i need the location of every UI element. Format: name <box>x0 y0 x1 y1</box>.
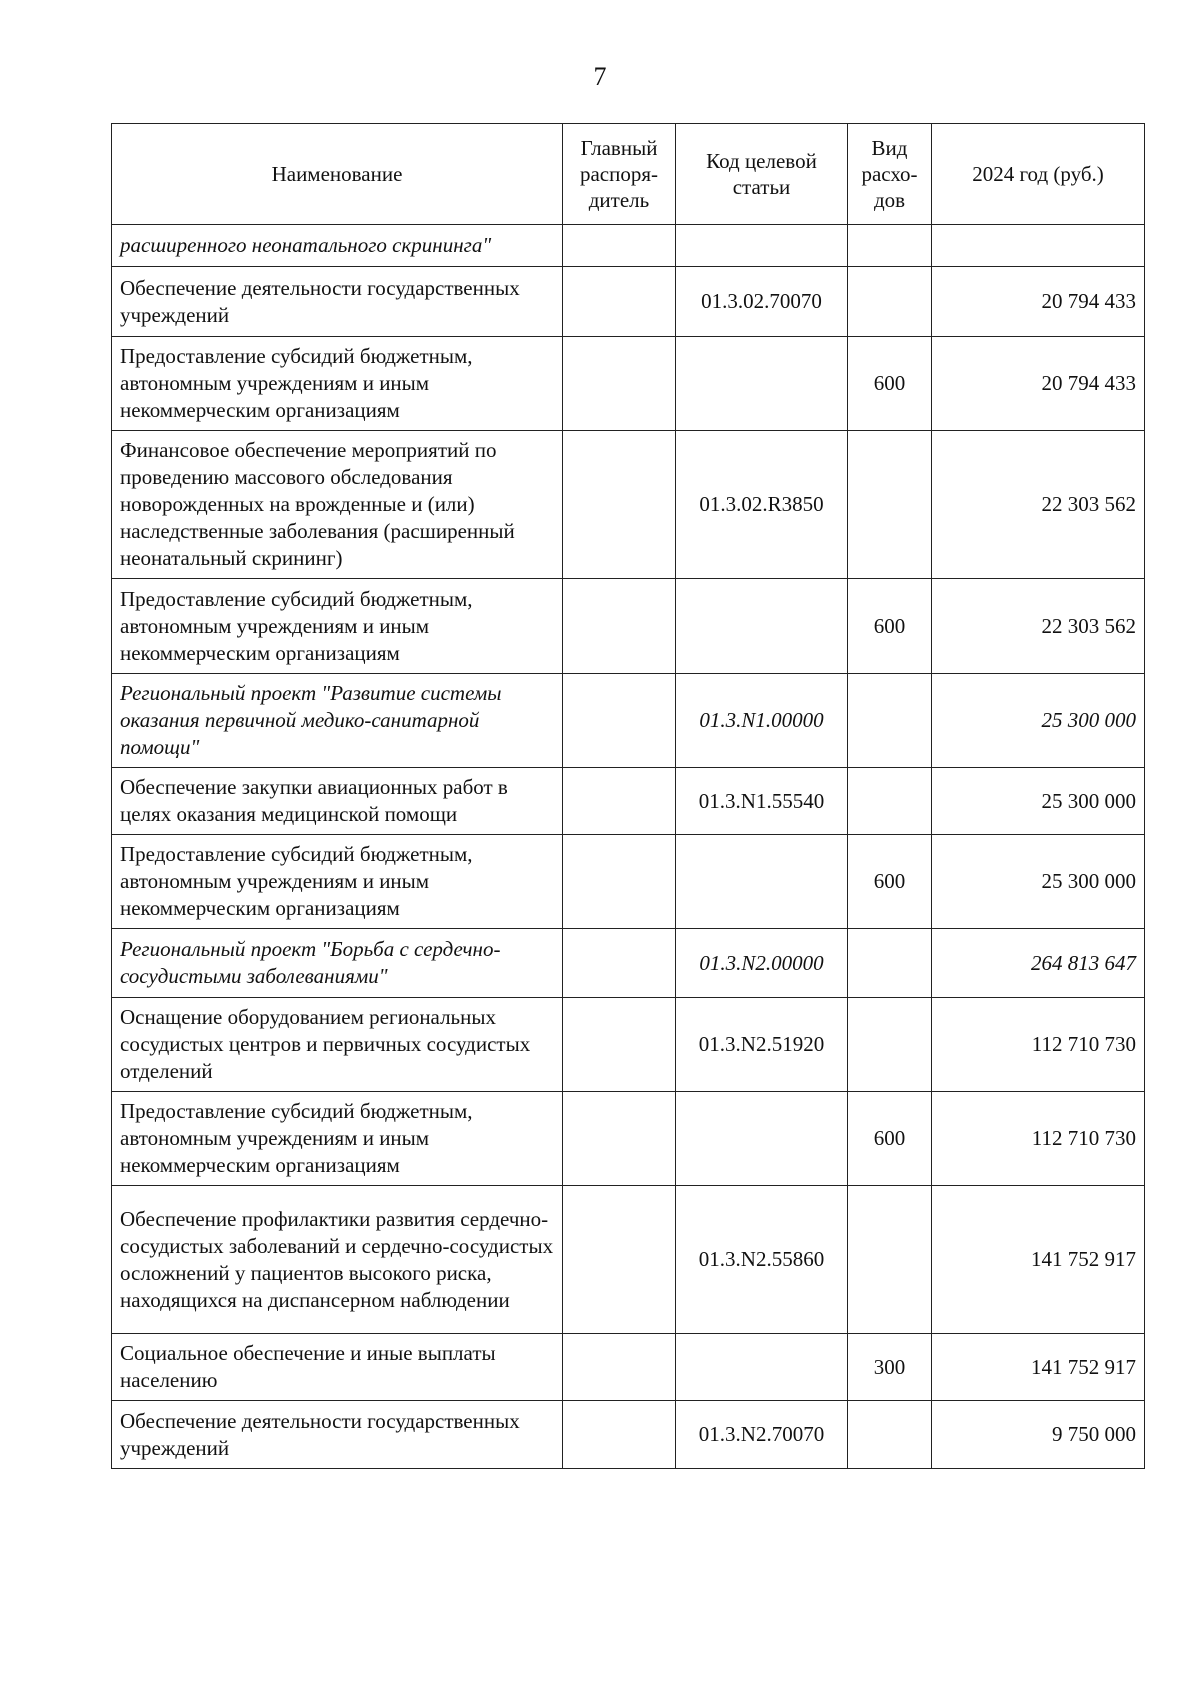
row-amount-cell: 112 710 730 <box>932 1092 1145 1186</box>
table-row <box>112 337 1145 431</box>
row-amount-cell: 141 752 917 <box>932 1186 1145 1334</box>
row-manager-cell <box>563 768 676 835</box>
header-code: Код целевой статьи <box>676 124 848 225</box>
row-name-cell: Социальное обеспечение и иные выплаты населению <box>112 1334 563 1401</box>
table-row <box>112 1334 1145 1401</box>
row-code-cell: 01.3.N1.55540 <box>676 768 848 835</box>
row-amount-cell: 25 300 000 <box>932 674 1145 768</box>
row-kind-cell <box>848 267 932 337</box>
row-name-cell: Предоставление субсидий бюджетным, автономным учреждениям и иным некоммерческим организациям <box>112 835 563 929</box>
row-amount-cell: 20 794 433 <box>932 337 1145 431</box>
budget-table <box>111 123 1145 1469</box>
row-code-cell: 01.3.N1.00000 <box>676 674 848 768</box>
row-code-cell: 01.3.N2.55860 <box>676 1186 848 1334</box>
row-manager-cell <box>563 579 676 674</box>
row-amount-cell: 25 300 000 <box>932 835 1145 929</box>
table-row <box>112 835 1145 929</box>
row-amount-cell: 22 303 562 <box>932 579 1145 674</box>
row-code-cell: 01.3.N2.00000 <box>676 929 848 998</box>
row-code-cell: 01.3.N2.70070 <box>676 1401 848 1469</box>
row-kind-cell: 300 <box>848 1334 932 1401</box>
header-amount: 2024 год (руб.) <box>932 124 1145 225</box>
row-code-cell <box>676 835 848 929</box>
table-row <box>112 1186 1145 1334</box>
row-kind-cell <box>848 431 932 579</box>
row-name-cell: Предоставление субсидий бюджетным, автономным учреждениям и иным некоммерческим организациям <box>112 337 563 431</box>
row-kind-cell <box>848 929 932 998</box>
row-code-cell <box>676 225 848 267</box>
header-kind: Вид расхо-дов <box>848 124 932 225</box>
row-kind-cell <box>848 674 932 768</box>
row-amount-cell <box>932 225 1145 267</box>
row-name-cell: Региональный проект "Развитие системы оказания первичной медико-санитарной помощи" <box>112 674 563 768</box>
header-name: Наименование <box>112 124 563 225</box>
table-body <box>112 225 1145 1469</box>
table-row <box>112 267 1145 337</box>
header-manager: Главный распоря-дитель <box>563 124 676 225</box>
row-kind-cell <box>848 1401 932 1469</box>
row-name-cell: Региональный проект "Борьба с сердечно-сосудистыми заболеваниями" <box>112 929 563 998</box>
row-manager-cell <box>563 1092 676 1186</box>
row-kind-cell: 600 <box>848 1092 932 1186</box>
table-row <box>112 431 1145 579</box>
table-row <box>112 579 1145 674</box>
row-amount-cell: 264 813 647 <box>932 929 1145 998</box>
table-row <box>112 1092 1145 1186</box>
table-row <box>112 998 1145 1092</box>
row-name-cell: Предоставление субсидий бюджетным, автономным учреждениям и иным некоммерческим организациям <box>112 1092 563 1186</box>
table-row <box>112 225 1145 267</box>
row-amount-cell: 22 303 562 <box>932 431 1145 579</box>
row-amount-cell: 141 752 917 <box>932 1334 1145 1401</box>
row-manager-cell <box>563 835 676 929</box>
row-code-cell <box>676 1092 848 1186</box>
row-kind-cell: 600 <box>848 337 932 431</box>
row-name-cell: Обеспечение профилактики развития сердечно-сосудистых заболеваний и сердечно-сосудистых осложнений у пациентов высокого риска, находящихся на диспансерном наблюдении <box>112 1186 563 1334</box>
row-manager-cell <box>563 674 676 768</box>
page-number: 7 <box>593 62 607 91</box>
row-name-cell: Оснащение оборудованием региональных сосудистых центров и первичных сосудистых отделений <box>112 998 563 1092</box>
row-kind-cell <box>848 225 932 267</box>
row-manager-cell <box>563 998 676 1092</box>
row-amount-cell: 25 300 000 <box>932 768 1145 835</box>
row-manager-cell <box>563 431 676 579</box>
row-amount-cell: 9 750 000 <box>932 1401 1145 1469</box>
row-code-cell <box>676 337 848 431</box>
row-kind-cell <box>848 1186 932 1334</box>
row-kind-cell: 600 <box>848 835 932 929</box>
row-manager-cell <box>563 1334 676 1401</box>
row-code-cell <box>676 1334 848 1401</box>
row-manager-cell <box>563 929 676 998</box>
table-row <box>112 674 1145 768</box>
table-header-row <box>112 124 1145 225</box>
row-name-cell: Обеспечение закупки авиационных работ в целях оказания медицинской помощи <box>112 768 563 835</box>
table-row <box>112 1401 1145 1469</box>
row-kind-cell: 600 <box>848 579 932 674</box>
row-manager-cell <box>563 1401 676 1469</box>
row-manager-cell <box>563 267 676 337</box>
row-code-cell: 01.3.02.70070 <box>676 267 848 337</box>
row-name-cell: Предоставление субсидий бюджетным, автономным учреждениям и иным некоммерческим организациям <box>112 579 563 674</box>
row-code-cell: 01.3.N2.51920 <box>676 998 848 1092</box>
row-code-cell <box>676 579 848 674</box>
row-code-cell: 01.3.02.R3850 <box>676 431 848 579</box>
row-name-cell: Обеспечение деятельности государственных учреждений <box>112 267 563 337</box>
row-amount-cell: 20 794 433 <box>932 267 1145 337</box>
row-amount-cell: 112 710 730 <box>932 998 1145 1092</box>
row-name-cell: Финансовое обеспечение мероприятий по проведению массового обследования новорожденных на врожденные и (или) наследственные заболевания (расширенный неонатальный скрининг) <box>112 431 563 579</box>
row-name-cell: Обеспечение деятельности государственных учреждений <box>112 1401 563 1469</box>
row-kind-cell <box>848 768 932 835</box>
table-row <box>112 929 1145 998</box>
row-kind-cell <box>848 998 932 1092</box>
row-manager-cell <box>563 1186 676 1334</box>
row-name-cell: расширенного неонатального скрининга" <box>112 225 563 267</box>
row-manager-cell <box>563 337 676 431</box>
table-row <box>112 768 1145 835</box>
row-manager-cell <box>563 225 676 267</box>
